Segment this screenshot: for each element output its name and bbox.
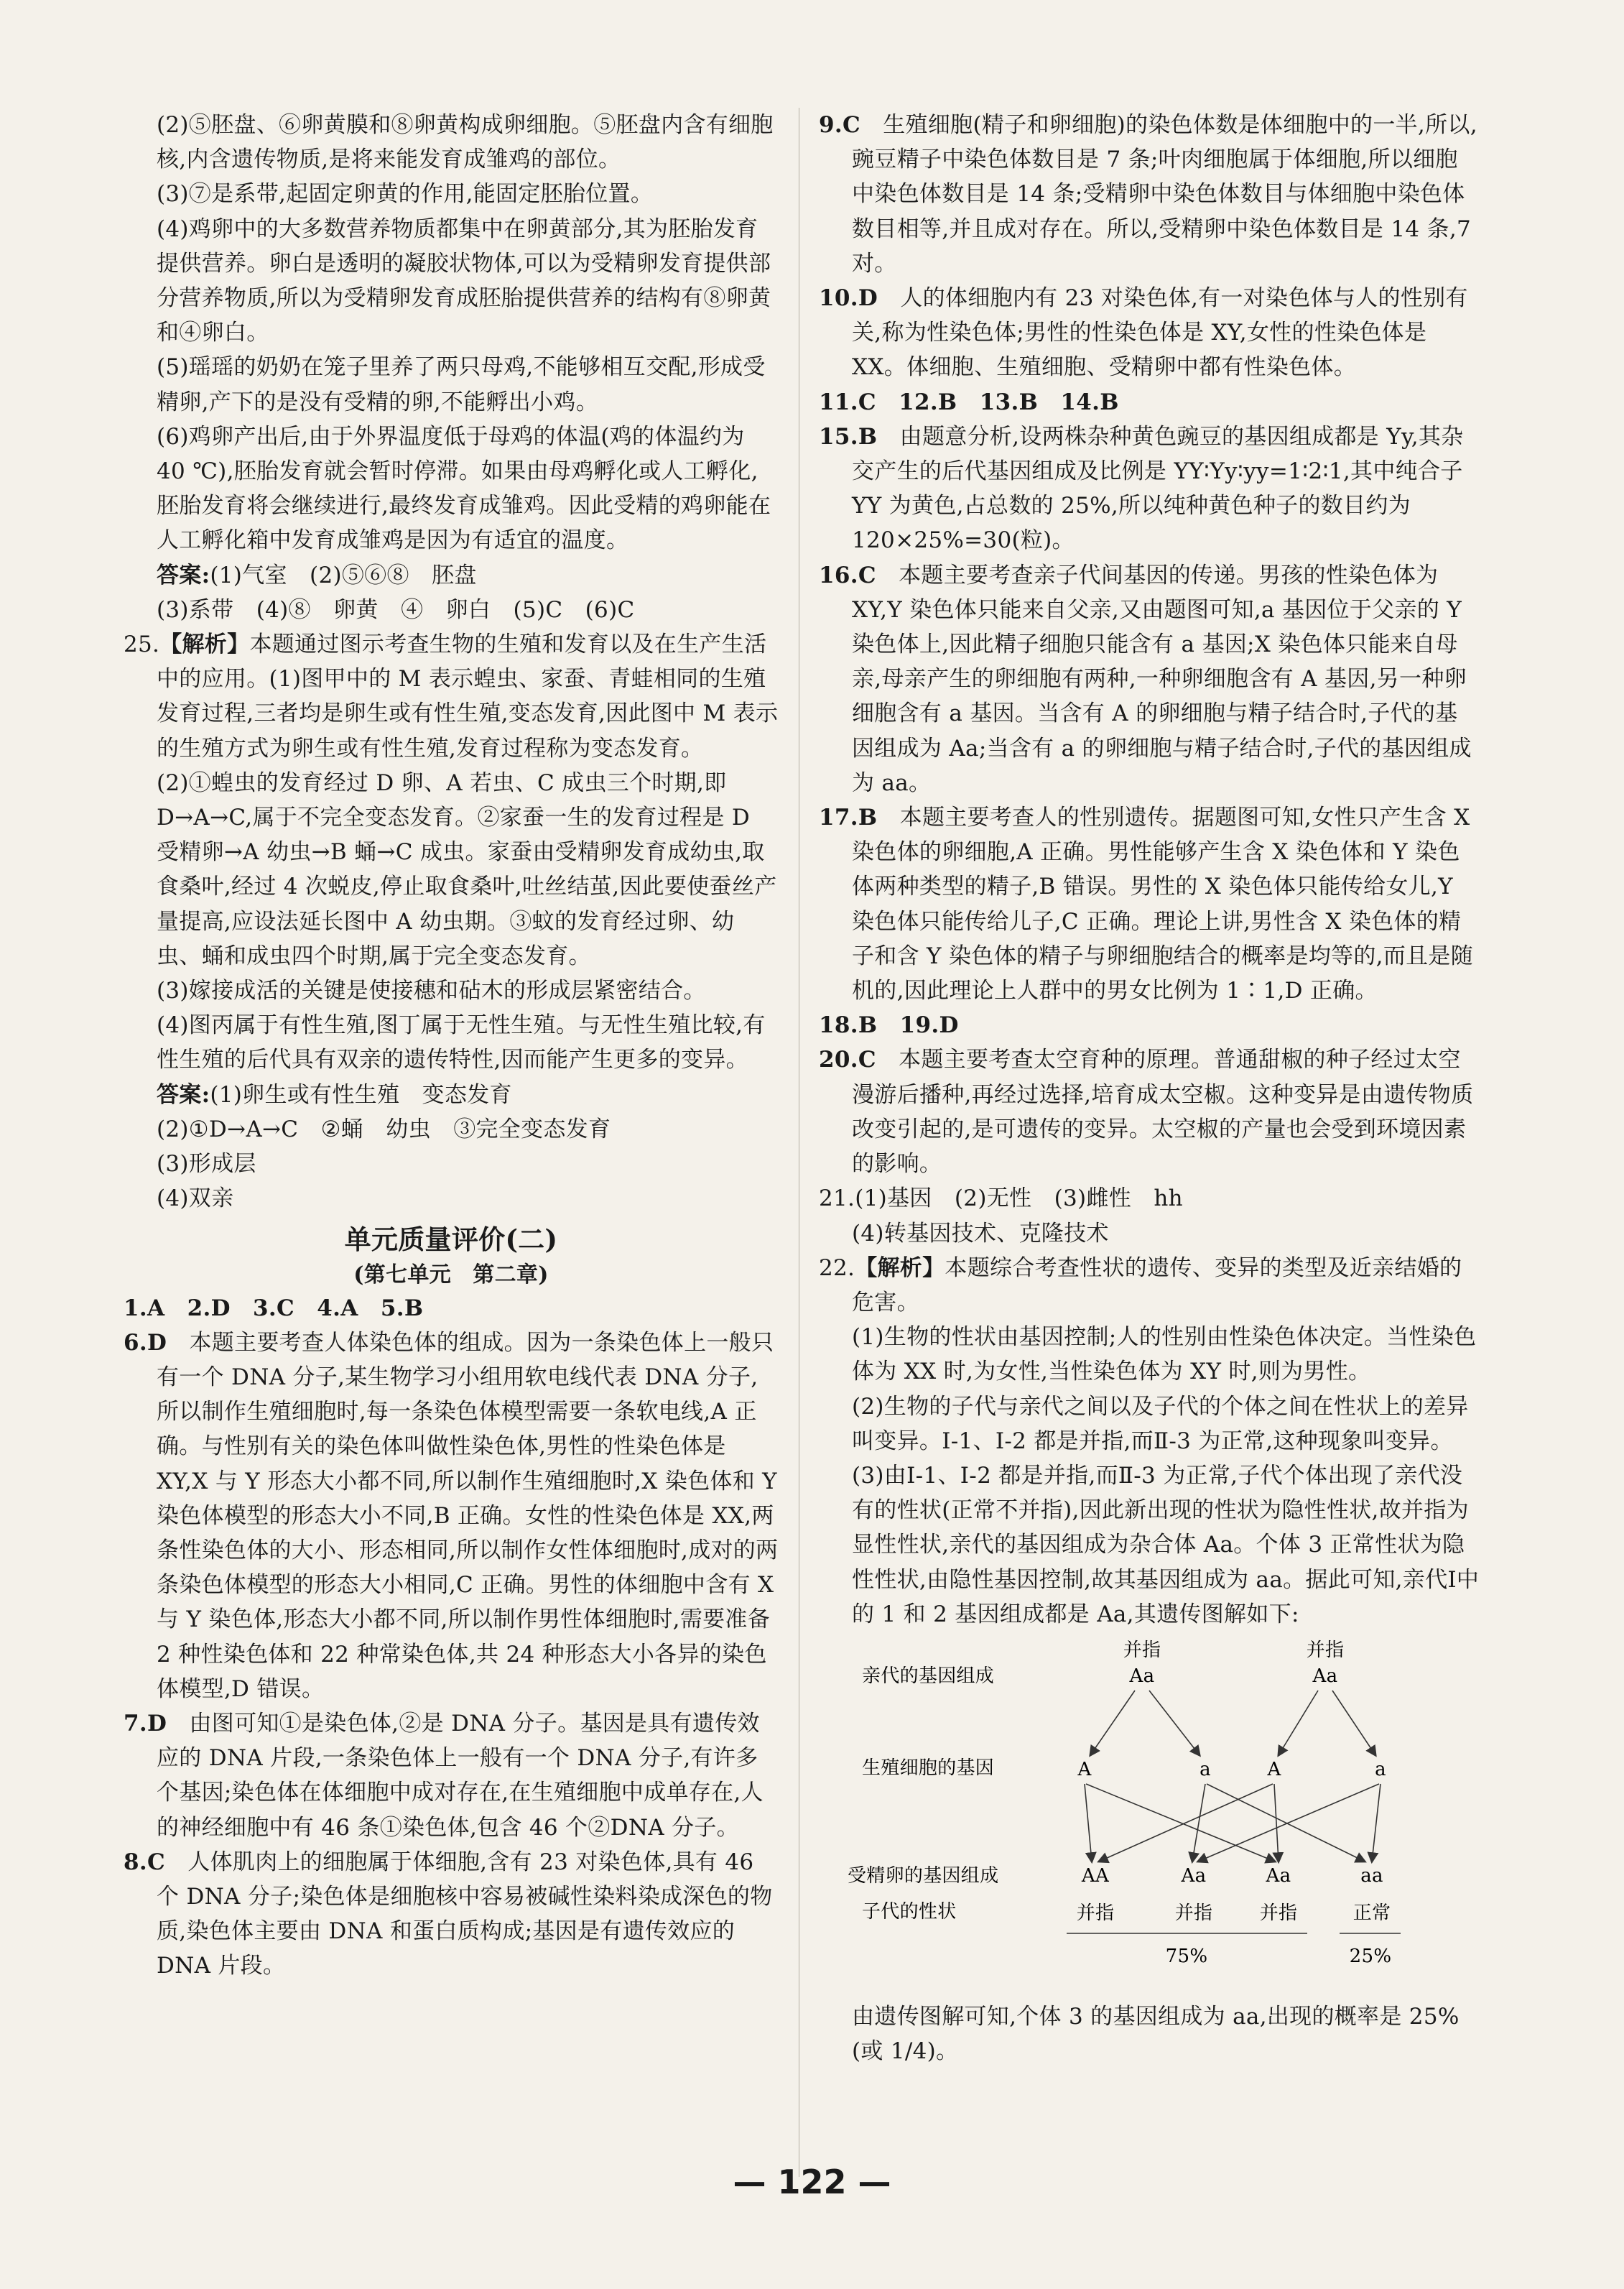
q24-answer: 答案:(1)气室 (2)⑤⑥⑧ 胚盘 [157, 562, 477, 588]
q22-para: (1)生物的性状由基因控制;人的性别由性染色体决定。当性染色体为 XX 时,为女性,当性染色体为 XY 时,则为男性。 [852, 1324, 1477, 1385]
q25-answer-line: (3)形成层 [157, 1151, 256, 1178]
offspring-trait: 并指 [1076, 1902, 1115, 1924]
q20: 20.C 本题主要考查太空育种的原理。普通甜椒的种子经过太空漫游后播种,再经过选择,培育成太空椒。这种变异是由遗传物质改变引起的,是可遗传的变异。太空椒的产量也会受到环境因素的影响。 [819, 1047, 1474, 1178]
q16: 16.C 本题主要考查亲子代间基因的传递。男孩的性染色体为 XY,Y 染色体只能来自父亲,又由题图可知,a 基因位于父亲的 Y 染色体上,因此精子细胞只能含有 a 基因;X 染色体只能来自母亲,母亲产生的卵细胞有两种,一种卵细胞含有 A 基因,另一种卵细胞含有 a 基因。当含有 A 的卵细胞与精子结合时,子代的基因组成为 Aa;当含有 a 的卵细胞与精子结合时,子代的基因组成为 aa。 [819, 562, 1472, 796]
percent-recessive: 25% [1349, 1945, 1392, 1967]
q21-line: (4)转基因技术、克隆技术 [852, 1220, 1109, 1247]
fertilization-arrows [1085, 1784, 1381, 1862]
q17: 17.B 本题主要考查人的性别遗传。据题图可知,女性只产生含 X 染色体的卵细胞,A 正确。男性能够产生含 X 染色体和 Y 染色体两种类型的精子,B 错误。男性的 X 染色体只能传给女儿,Y 染色体只能传给儿子,C 正确。理论上讲,男性含 X 染色体的精子和含 Y 染色体的精子与卵细胞结合的概率是均等的,而且是随机的,因此理论上人群中的男女比例为 1∶1,D 正确。 [819, 805, 1474, 1004]
parent-gene: Aa [1312, 1665, 1338, 1687]
section-subtitle: (第七单元 第二章) [353, 1262, 549, 1287]
gamete: a [1200, 1758, 1211, 1780]
q22-para: (3)由Ⅰ-1、Ⅰ-2 都是并指,而Ⅱ-3 为正常,子代个体出现了亲代没有的性状(正常不并指),因此新出现的性状为隐性性状,故并指为显性性状,亲代的基因组成为杂合体 Aa。个体 3 正常性状为隐性性状,由隐性基因控制,故其基因组成为 aa。据此可知,亲代Ⅰ中的 1 和 2 基因组成都是 Aa,其遗传图解如下: [852, 1462, 1480, 1627]
gamete: A [1267, 1758, 1281, 1780]
q25-para: (3)嫁接成活的关键是使接穗和砧木的形成层紧密结合。 [157, 978, 706, 1004]
q25-para: (2)①蝗虫的发育经过 D 卵、A 若虫、C 成虫三个时期,即 D→A→C,属于不完全变态发育。②家蚕一生的发育过程是 D 受精卵→A 幼虫→B 蛹→C 成虫。家蚕由受精卵发育成幼虫,取食桑叶,经过 4 次蜕皮,停止取食桑叶,吐丝结茧,因此要使蚕丝产量提高,应设法延长图中 A 幼虫期。③蚊的发育经过卵、幼虫、蛹和成虫四个时期,属于完全变态发育。 [157, 769, 777, 969]
offspring-trait: 正常 [1352, 1902, 1391, 1924]
q24-para: (5)瑶瑶的奶奶在笼子里养了两只母鸡,不能够相互交配,形成受精卵,产下的是没有受精的卵,不能孵出小鸡。 [157, 354, 766, 415]
row-label-zygote: 受精卵的基因组成 [848, 1864, 999, 1887]
q7: 7.D 由图可知①是染色体,②是 DNA 分子。基因是具有遗传效应的 DNA 片段,一条染色体上一般有一个 DNA 分子,有许多个基因;染色体在体细胞中成对存在,在生殖细胞中成单存在,人的神经细胞中有 46 条①染色体,包含 46 个②DNA 分子。 [124, 1710, 764, 1841]
row-label-trait: 子代的性状 [862, 1900, 957, 1923]
zygote: Aa [1266, 1864, 1291, 1887]
q24-para: (4)鸡卵中的大多数营养物质都集中在卵黄部分,其为胚胎发育提供营养。卵白是透明的凝胶状物体,可以为受精卵发育提供部分营养物质,所以为受精卵发育成胚胎提供营养的结构有⑧卵黄和④卵白。 [157, 216, 771, 346]
q25-para: (4)图丙属于有性生殖,图丁属于无性生殖。与无性生殖比较,有性生殖的后代具有双亲的遗传特性,因而能产生更多的变异。 [157, 1012, 766, 1073]
row-label-gamete: 生殖细胞的基因 [862, 1757, 995, 1779]
q24-para: (6)鸡卵产出后,由于外界温度低于母鸡的体温(鸡的体温约为 40 ℃),胚胎发育就会暂时停滞。如果由母鸡孵化或人工孵化,胚胎发育将会继续进行,最终发育成雏鸡。因此受精的鸡卵能在人工孵化箱中发育成雏鸡是因为有适宜的温度。 [157, 423, 771, 554]
q10: 10.D 人的体细胞内有 23 对染色体,有一对染色体与人的性别有关,称为性染色体;男性的性染色体是 XY,女性的性染色体是 XX。体细胞、生殖细胞、受精卵中都有性染色体。 [819, 285, 1468, 381]
parent-gene: Aa [1129, 1665, 1155, 1687]
q25-answer: 答案:(1)卵生或有性生殖 变态发育 [157, 1081, 512, 1108]
parent-trait: 并指 [1306, 1639, 1345, 1661]
offspring-trait: 并指 [1259, 1902, 1298, 1924]
gamete: A [1077, 1758, 1092, 1780]
q21: 21.(1)基因 (2)无性 (3)雌性 hh [819, 1185, 1183, 1212]
zygote: aa [1360, 1864, 1383, 1887]
q25-answer-line: (4)双亲 [157, 1185, 234, 1212]
q9: 9.C 生殖细胞(精子和卵细胞)的染色体数是体细胞中的一半,所以,豌豆精子中染色体数目是 7 条;叶肉细胞属于体细胞,所以细胞中染色体数目是 14 条;受精卵中染色体数目与体细胞中染色体数目相等,并且成对存在。所以,受精卵中染色体数目是 14 条,7 对。 [819, 112, 1477, 277]
q25-answer-line: (2)①D→A→C ②蛹 幼虫 ③完全变态发育 [157, 1116, 611, 1142]
q6: 6.D 本题主要考查人体染色体的组成。因为一条染色体上一般只有一个 DNA 分子,某生物学习小组用软电线代表 DNA 分子,所以制作生殖细胞时,每一条染色体模型需要一条软电线,A 正确。与性别有关的染色体叫做性染色体,男性的性染色体是 XY,X 与 Y 形态大小都不同,所以制作生殖细胞时,X 染色体和 Y 染色体模型的形态大小不同,B 正确。女性的性染色体是 XX,两条性染色体的大小、形态相同,所以制作女性体细胞时,成对的两条染色体模型的形态大小相同,C 正确。男性的体细胞中含有 X 与 Y 染色体,形态大小都不同,所以制作男性体细胞时,需要准备 2 种性染色体和 22 种常染色体,共 24 种形态大小各异的染色体模型,D 错误。 [124, 1329, 779, 1702]
row-label-parent: 亲代的基因组成 [862, 1665, 995, 1687]
left-column [124, 108, 779, 1984]
zygote: Aa [1181, 1864, 1207, 1887]
parent-trait: 并指 [1123, 1639, 1161, 1661]
q22-para: (2)生物的子代与亲代之间以及子代的个体之间在性状上的差异叫变异。Ⅰ-1、Ⅰ-2 都是并指,而Ⅱ-3 为正常,这种现象叫变异。 [852, 1393, 1469, 1454]
q24-para: (3)⑦是系带,起固定卵黄的作用,能固定胚胎位置。 [157, 181, 654, 208]
meiosis-arrows [1090, 1691, 1375, 1755]
offspring-trait: 并指 [1174, 1902, 1213, 1924]
quick-answers: 11.C 12.B 13.B 14.B [819, 389, 1119, 415]
gamete: a [1375, 1758, 1386, 1780]
quick-answers: 1.A 2.D 3.C 4.A 5.B [124, 1295, 424, 1321]
q25-intro: 25.【解析】本题通过图示考查生物的生殖和发育以及在生产生活中的应用。(1)图甲中的 M 表示蝗虫、家蚕、青蛙相同的生殖发育过程,三者均是卵生或有性生殖,变态发育,因此图中 M 表示的生殖方式为卵生或有性生殖,发育过程称为变态发育。 [124, 632, 779, 762]
zygote: AA [1081, 1864, 1110, 1887]
q15: 15.B 由题意分析,设两株杂种黄色豌豆的基因组成都是 Yy,其杂交产生的后代基因组成及比例是 YY∶Yy∶yy=1∶2∶1,其中纯合子 YY 为黄色,占总数的 25%,所以纯种黄色种子的数目约为120×25%=30(粒)。 [819, 423, 1464, 554]
right-column [819, 108, 1480, 2068]
genetic-diagram-svg [819, 1637, 1480, 1997]
q22-conclusion: 由遗传图解可知,个体 3 的基因组成为 aa,出现的概率是 25%(或 1/4)。 [852, 2003, 1460, 2065]
page-number: — 122 — [733, 2163, 891, 2201]
section-title: 单元质量评价(二) [344, 1223, 558, 1255]
q22-intro: 22.【解析】本题综合考查性状的遗传、变异的类型及近亲结婚的危害。 [819, 1254, 1462, 1315]
q24-para: (2)⑤胚盘、⑥卵黄膜和⑧卵黄构成卵细胞。⑤胚盘内含有细胞核,内含遗传物质,是将来能发育成雏鸡的部位。 [157, 112, 774, 173]
q8: 8.C 人体肌肉上的细胞属于体细胞,含有 23 对染色体,具有 46 个 DNA 分子;染色体是细胞核中容易被碱性染料染成深色的物质,染色体主要由 DNA 和蛋白质构成;基因是有遗传效应的 DNA 片段。 [124, 1849, 773, 1979]
q24-answer-line: (3)系带 (4)⑧ 卵黄 ④ 卵白 (5)C (6)C [157, 596, 635, 623]
percent-dominant: 75% [1165, 1945, 1208, 1967]
genetic-diagram [819, 1637, 1480, 1997]
quick-answers: 18.B 19.D [819, 1012, 959, 1039]
